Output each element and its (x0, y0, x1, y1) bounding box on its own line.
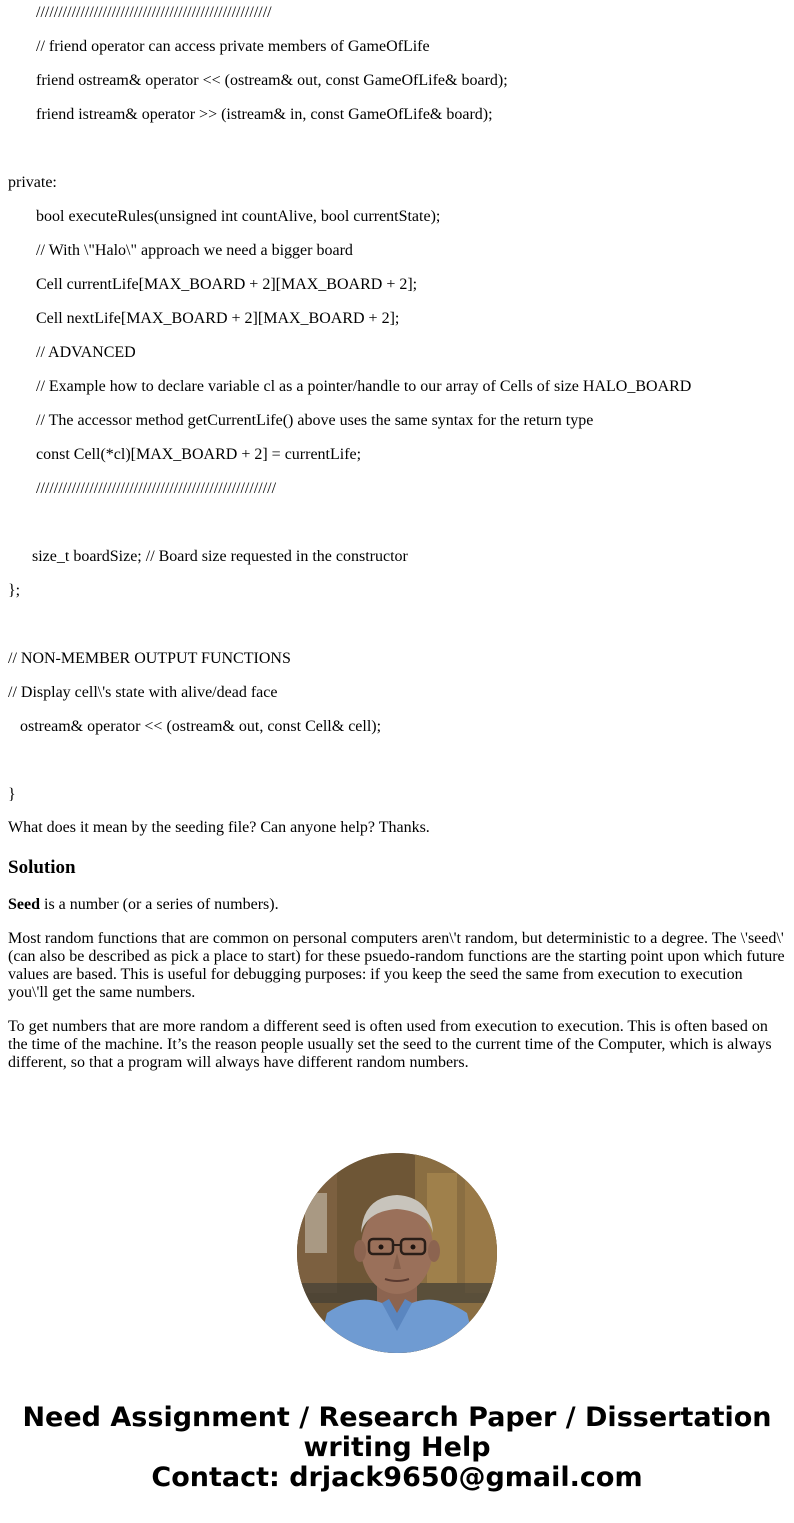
code-line-accessor-comment: // The accessor method getCurrentLife() above uses the same syntax for the return type (36, 412, 594, 429)
banner-line-1: Need Assignment / Research Paper / Dissertation (22, 1402, 772, 1433)
code-line-private: private: (8, 174, 57, 191)
code-line-const-cell: const Cell(*cl)[MAX_BOARD + 2] = currentLife; (36, 446, 362, 463)
code-line-nonmember-comment: // NON-MEMBER OUTPUT FUNCTIONS (8, 650, 291, 667)
banner-contact-email: Contact: drjack9650@gmail.com (151, 1462, 643, 1493)
code-line-friend-istream: friend istream& operator >> (istream& in, const GameOfLife& board); (36, 106, 493, 123)
code-line-separator-top: ///////////////////////////////////////////////////// (36, 4, 272, 21)
code-line-namespace-close: } (8, 786, 16, 803)
seed-term: Seed (8, 896, 40, 913)
code-line-advanced-comment: // ADVANCED (36, 344, 136, 361)
code-line-ostream-operator: ostream& operator << (ostream& out, const Cell& cell); (20, 718, 382, 735)
contact-banner (0, 1403, 794, 1493)
solution-heading: Solution (8, 857, 76, 878)
code-line-friend-ostream: friend ostream& operator << (ostream& out, const GameOfLife& board); (36, 72, 508, 89)
solution-paragraph-2: To get numbers that are more random a different seed is often used from execution to execution. This is often based on the time of the machine. It’s the reason people usually set the seed to the current time of the Computer, which is always different, so that a program will always have different random numbers. (8, 1018, 772, 1071)
code-line-class-close: }; (8, 582, 21, 599)
code-line-current-life: Cell currentLife[MAX_BOARD + 2][MAX_BOARD + 2]; (36, 276, 418, 293)
code-line-example-comment: // Example how to declare variable cl as a pointer/handle to our array of Cells of size HALO_BOARD (36, 378, 692, 395)
code-line-friend-comment: // friend operator can access private members of GameOfLife (36, 38, 430, 55)
banner-line-2: writing Help (303, 1432, 491, 1463)
code-line-execute-rules: bool executeRules(unsigned int countAlive, bool currentState); (36, 208, 441, 225)
code-line-display-comment: // Display cell\'s state with alive/dead face (8, 684, 278, 701)
code-line-separator-bottom: ////////////////////////////////////////////////////// (36, 480, 277, 497)
author-portrait-image (297, 1153, 497, 1353)
seed-definition-text: is a number (or a series of numbers). (40, 896, 279, 913)
seed-definition (8, 896, 786, 914)
author-avatar (297, 1153, 497, 1353)
question-text: What does it mean by the seeding file? Can anyone help? Thanks. (8, 819, 430, 836)
code-line-board-size: size_t boardSize; // Board size requested in the constructor (32, 548, 408, 565)
solution-paragraph-1: Most random functions that are common on personal computers aren\'t random, but deterministic to a degree. The \'seed\' (can also be described as pick a place to start) for these psuedo-random functions are the starting point upon which future values are based. This is useful for debugging purposes: if you keep the seed the same from execution to execution you\'ll get the same numbers. (8, 930, 785, 1001)
code-line-next-life: Cell nextLife[MAX_BOARD + 2][MAX_BOARD + 2]; (36, 310, 400, 327)
code-line-halo-comment: // With \"Halo\" approach we need a bigger board (36, 242, 353, 259)
